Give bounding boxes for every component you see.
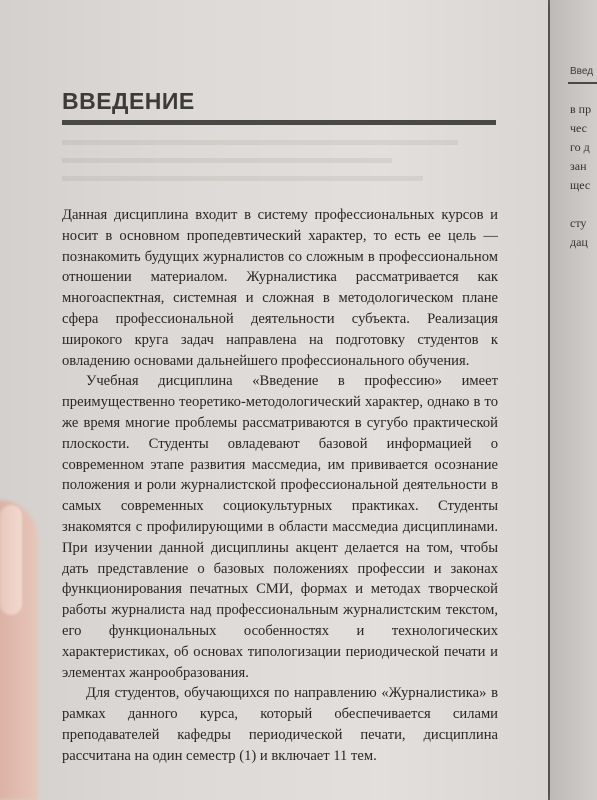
- right-page-line: сту: [570, 216, 587, 230]
- thumb-nail: [0, 505, 22, 615]
- paragraph-2: Учебная дисциплина «Введение в профессию» имеет преимущественно теоретико-методологический характер, однако в то же время многие проблемы рассматриваются в сугубо практической плоскости. Студенты овладевают базовой информацией о современном этапе развития массмедиа, им прививается осознание положения и роли журналистской профессиональной деятельности в самых современных социокультурных практиках. Студенты знакомятся с профилирующими в области массмедиа дисциплинами. При изучении данной дисциплины акцент делается на том, чтобы дать представление о базовых положениях профессии и законах функционирования печатных СМИ, формах и методах творческой работы журналиста над профессиональным журналистским текстом, его функциональных особенностях и технологических характеристиках, об основах типологизации периодической печати и элементах жанрообразования.: [62, 373, 498, 681]
- paragraph-3: Для студентов, обучающихся по направлению «Журналистика» в рамках данного курса, который обеспечивается силами преподавателей кафедры периодической печати, дисциплина рассчитана на один семестр (1) и включает 11 тем.: [62, 685, 498, 764]
- right-page-line: [570, 195, 591, 214]
- right-page-line: дац: [570, 235, 588, 249]
- right-page-line: го д: [570, 140, 590, 154]
- right-page-header: Введ: [570, 66, 594, 77]
- right-page-edge: [550, 0, 597, 800]
- heading-rule: [62, 120, 496, 125]
- paragraph-1: Данная дисциплина входит в систему профессиональных курсов и носит в основном пропедевтический характер, то есть ее цель — познакомить будущих журналистов со сложным в профессиональном отношении материалом. Журналистика рассматривается как многоаспектная, системная и сложная в методологическом плане сфера профессиональной деятельности субъекта. Реализация широкого круга задач направлена на подготовку студентов к овладению основами дальнейшего профессионального обучения.: [62, 207, 498, 369]
- right-page-line: чес: [570, 121, 587, 135]
- section-heading: ВВЕДЕНИЕ: [62, 88, 195, 114]
- right-page-rule: [568, 82, 597, 84]
- right-page-line: щес: [570, 178, 591, 192]
- bleed-through-text: [62, 140, 502, 194]
- right-page-line: в пр: [570, 102, 592, 116]
- right-page-text: [570, 100, 591, 252]
- body-text: [62, 205, 498, 767]
- right-page-line: зан: [570, 159, 587, 173]
